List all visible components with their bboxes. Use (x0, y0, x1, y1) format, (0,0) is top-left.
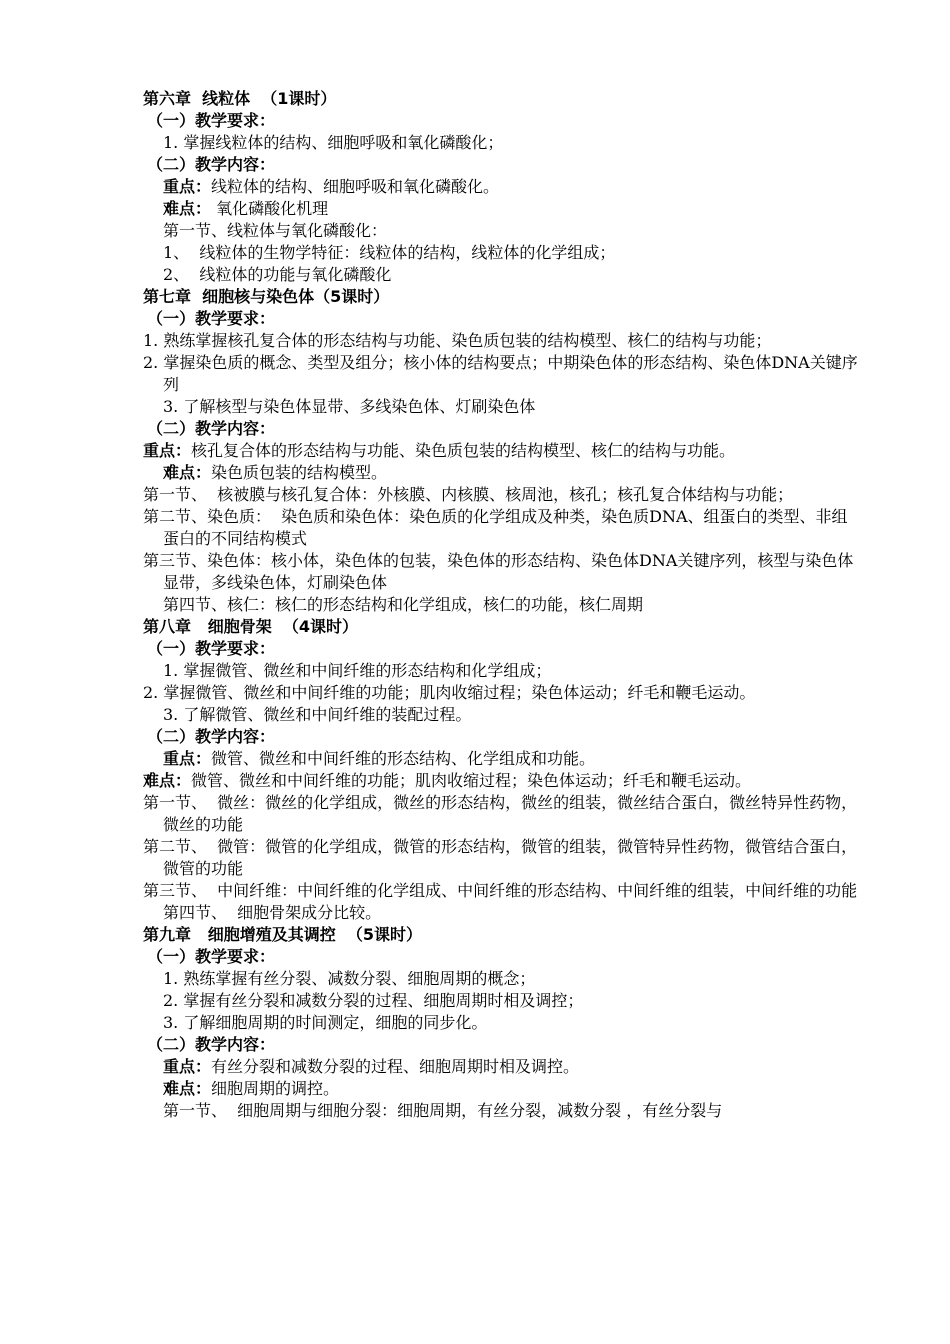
line-text: （二）教学内容： (147, 419, 276, 438)
text-line (143, 396, 863, 418)
chapter-heading (143, 286, 863, 308)
text-line (143, 1100, 863, 1122)
line-text: 第四节、核仁：核仁的形态结构和化学组成，核仁的功能，核仁周期 (163, 595, 644, 614)
line-label: 难点： (163, 199, 212, 218)
text-line (143, 198, 863, 220)
text-line (143, 1012, 863, 1034)
line-text: 第八章 细胞骨架 （4课时） (143, 617, 358, 636)
text-line (143, 1056, 863, 1078)
section-heading (143, 154, 863, 176)
line-label: 重点： (143, 441, 192, 460)
line-label: 难点： (163, 463, 212, 482)
line-text: 1. 掌握线粒体的结构、细胞呼吸和氧化磷酸化； (163, 133, 504, 152)
text-line (143, 440, 863, 462)
line-text: 微管、微丝和中间纤维的形态结构、化学组成和功能。 (211, 749, 596, 768)
line-text: 3. 了解细胞周期的时间测定，细胞的同步化。 (163, 1013, 488, 1032)
text-line (143, 176, 863, 198)
line-text: 氧化磷酸化机理 (211, 199, 329, 218)
text-line (143, 506, 863, 550)
text-line (143, 968, 863, 990)
text-line (143, 770, 863, 792)
line-text: 1. 熟练掌握有丝分裂、减数分裂、细胞周期的概念； (163, 969, 536, 988)
text-line (143, 836, 863, 880)
chapter-heading (143, 88, 863, 110)
section-heading (143, 308, 863, 330)
line-text: 第六章 线粒体 （1课时） (143, 89, 337, 108)
section-heading (143, 110, 863, 132)
line-text: 1. 熟练掌握核孔复合体的形态结构与功能、染色质包装的结构模型、核仁的结构与功能； (143, 331, 772, 350)
document-page (143, 88, 863, 1122)
line-text: 2. 掌握染色质的概念、类型及组分；核小体的结构要点；中期染色体的形态结构、染色体DNA关键序列 (143, 353, 858, 394)
line-text: 微管、微丝和中间纤维的功能；肌肉收缩过程；染色体运动；纤毛和鞭毛运动。 (191, 771, 752, 790)
line-text: （一）教学要求： (147, 947, 276, 966)
line-text: 第一节、线粒体与氧化磷酸化： (163, 221, 388, 240)
section-heading (143, 946, 863, 968)
line-text: （一）教学要求： (147, 309, 276, 328)
line-text: 细胞周期的调控。 (211, 1079, 340, 1098)
text-line (143, 594, 863, 616)
text-line (143, 330, 863, 352)
line-text: 第一节、 微丝：微丝的化学组成，微丝的形态结构，微丝的组装，微丝结合蛋白，微丝特异性药物，微丝的功能 (143, 793, 858, 834)
text-line (143, 704, 863, 726)
text-line (143, 792, 863, 836)
text-line (143, 902, 863, 924)
line-text: （一）教学要求： (147, 639, 276, 658)
line-label: 重点： (163, 177, 212, 196)
text-line (143, 880, 863, 902)
line-text: 第三节、染色体：核小体，染色体的包装，染色体的形态结构、染色体DNA关键序列，核型与染色体显带，多线染色体，灯刷染色体 (143, 551, 854, 592)
chapter-heading (143, 616, 863, 638)
line-label: 重点： (163, 749, 212, 768)
section-heading (143, 726, 863, 748)
text-line (143, 682, 863, 704)
text-line (143, 550, 863, 594)
chapter-heading (143, 924, 863, 946)
text-line (143, 1078, 863, 1100)
line-text: 2. 掌握微管、微丝和中间纤维的功能；肌肉收缩过程；染色体运动；纤毛和鞭毛运动。 (143, 683, 756, 702)
line-text: 第二节、 微管：微管的化学组成，微管的形态结构，微管的组装，微管特异性药物，微管结合蛋白，微管的功能 (143, 837, 858, 878)
text-line (143, 990, 863, 1012)
text-line (143, 660, 863, 682)
text-line (143, 748, 863, 770)
line-label: 难点： (143, 771, 192, 790)
line-text: 第二节、染色质： 染色质和染色体：染色质的化学组成及种类，染色质DNA、组蛋白的类型、非组蛋白的不同结构模式 (143, 507, 848, 548)
line-text: 第三节、 中间纤维：中间纤维的化学组成、中间纤维的形态结构、中间纤维的组装，中间纤维的功能 (143, 881, 858, 900)
line-text: 第四节、 细胞骨架成分比较。 (163, 903, 382, 922)
line-label: 难点： (163, 1079, 212, 1098)
line-text: 有丝分裂和减数分裂的过程、细胞周期时相及调控。 (211, 1057, 580, 1076)
text-line (143, 484, 863, 506)
line-text: （二）教学内容： (147, 727, 276, 746)
section-heading (143, 638, 863, 660)
line-text: （一）教学要求： (147, 111, 276, 130)
line-text: 2. 掌握有丝分裂和减数分裂的过程、细胞周期时相及调控； (163, 991, 584, 1010)
line-text: （二）教学内容： (147, 1035, 276, 1054)
line-text: 3. 了解核型与染色体显带、多线染色体、灯刷染色体 (163, 397, 536, 416)
line-text: 1、 线粒体的生物学特征：线粒体的结构，线粒体的化学组成； (163, 243, 616, 262)
line-text: 染色质包装的结构模型。 (211, 463, 388, 482)
text-line (143, 220, 863, 242)
line-label: 重点： (163, 1057, 212, 1076)
line-text: 第一节、 核被膜与核孔复合体：外核膜、内核膜、核周池，核孔；核孔复合体结构与功能； (143, 485, 794, 504)
text-line (143, 242, 863, 264)
text-line (143, 352, 863, 396)
text-line (143, 462, 863, 484)
section-heading (143, 418, 863, 440)
line-text: 第九章 细胞增殖及其调控 （5课时） (143, 925, 422, 944)
line-text: 2、 线粒体的功能与氧化磷酸化 (163, 265, 392, 284)
line-text: （二）教学内容： (147, 155, 276, 174)
line-text: 第七章 细胞核与染色体（5课时） (143, 287, 390, 306)
text-line (143, 264, 863, 286)
text-line (143, 132, 863, 154)
line-text: 1. 掌握微管、微丝和中间纤维的形态结构和化学组成； (163, 661, 552, 680)
line-text: 第一节、 细胞周期与细胞分裂：细胞周期，有丝分裂，减数分裂 ，有丝分裂与 (163, 1101, 723, 1120)
line-text: 线粒体的结构、细胞呼吸和氧化磷酸化。 (211, 177, 500, 196)
section-heading (143, 1034, 863, 1056)
line-text: 核孔复合体的形态结构与功能、染色质包装的结构模型、核仁的结构与功能。 (191, 441, 736, 460)
line-text: 3. 了解微管、微丝和中间纤维的装配过程。 (163, 705, 472, 724)
